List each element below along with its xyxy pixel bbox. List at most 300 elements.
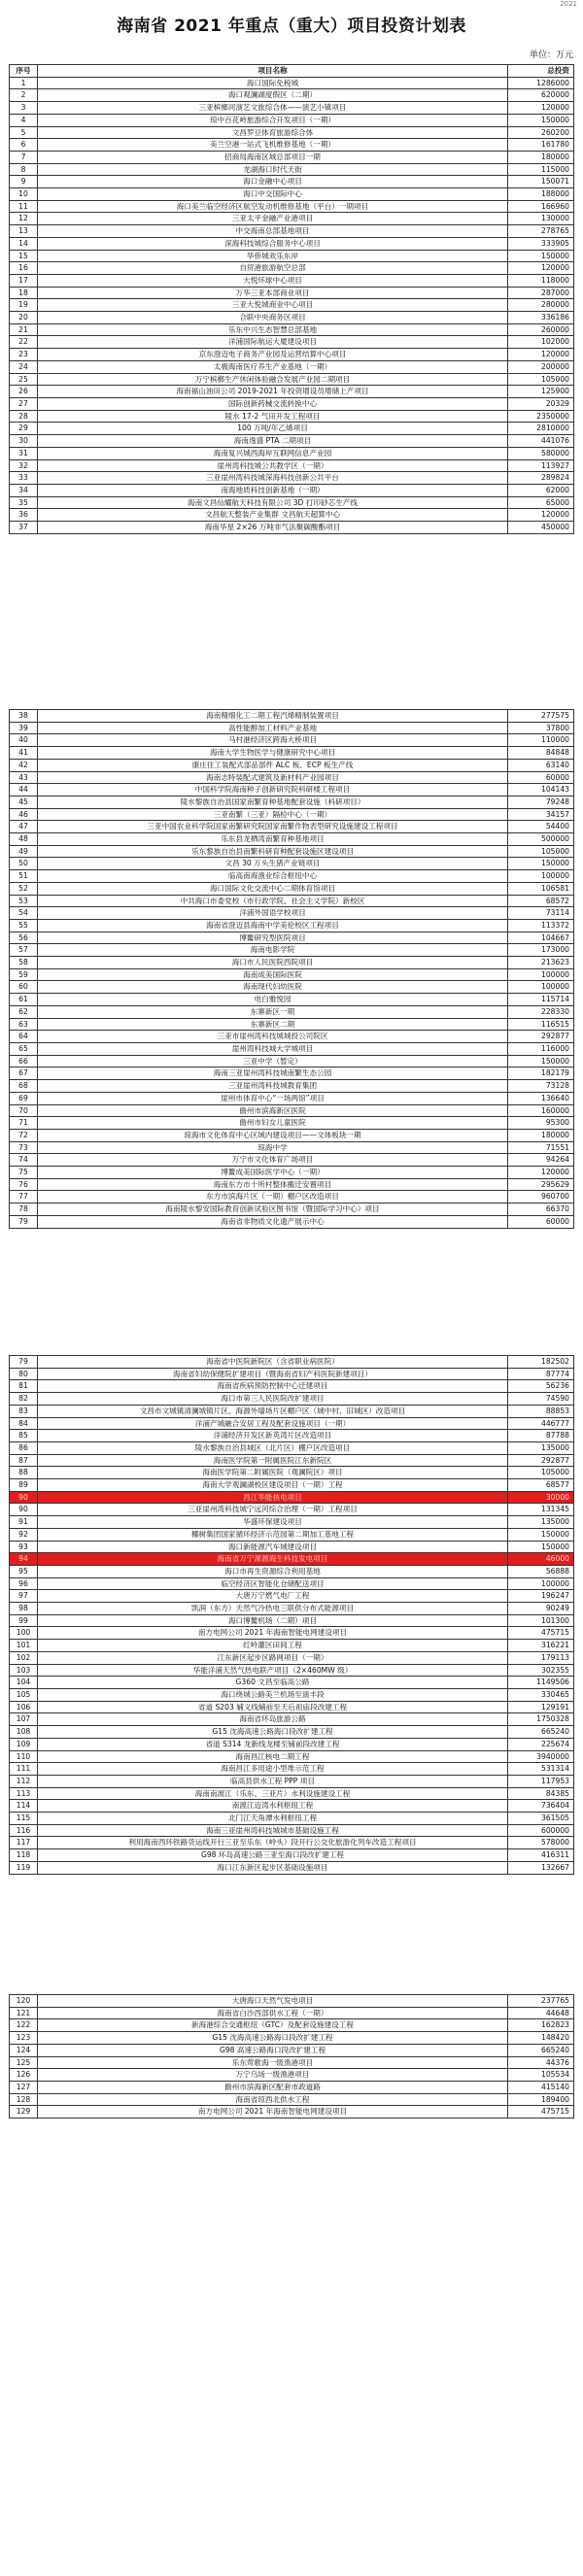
table-row [10,2056,574,2069]
investment-amount: 120000 [508,349,574,361]
project-name: 乐东莺歌海一级渔港项目 [38,2056,508,2069]
investment-amount: 116515 [508,1018,574,1031]
project-name: 招商局海南区域总部项目一期 [38,151,508,163]
table-row [10,386,574,398]
table-row [10,213,574,225]
row-index: 21 [10,323,38,336]
table-row [10,845,574,858]
row-index: 100 [10,1627,38,1640]
project-name: 昌江华能核电项目 [38,1491,508,1504]
row-index: 90 [10,1504,38,1516]
investment-amount: 63140 [508,759,574,771]
project-name: 华能洋浦天然气热电联产项目（2×460MW 级） [38,1664,508,1677]
table-row [10,1018,574,1031]
row-index: 33 [10,472,38,485]
investment-amount: 90249 [508,1603,574,1615]
table-row [10,1080,574,1093]
row-index: 79 [10,1356,38,1369]
row-index: 115 [10,1813,38,1825]
row-index: 74 [10,1154,38,1167]
row-index: 10 [10,188,38,201]
table-row [10,833,574,846]
row-index: 27 [10,397,38,410]
investment-amount: 450000 [508,522,574,534]
row-index: 8 [10,163,38,176]
project-table [9,709,574,1229]
unit-label: 单位：万元 [529,51,573,60]
investment-amount: 105000 [508,373,574,386]
table-row [10,1417,574,1430]
row-index: 59 [10,968,38,981]
row-index: 22 [10,336,38,349]
project-name: 华盛环保建设项目 [38,1516,508,1529]
table-row [10,312,574,324]
investment-amount: 120000 [508,262,574,275]
table-row [10,1055,574,1068]
table-row [10,1215,574,1228]
project-name: 大唐万宁燃气电厂工程 [38,1590,508,1603]
table-row [10,1005,574,1018]
project-name: 利用海南西环铁路货运线开行三亚至乐东（岭头）段开行公交化旅游化列车改造工程项目 [38,1837,508,1849]
row-index: 18 [10,287,38,299]
project-name: 文昌 30 万头生猪产业链项目 [38,858,508,870]
investment-amount: 531314 [508,1763,574,1776]
row-index: 54 [10,907,38,920]
table-row [10,459,574,472]
investment-amount: 180000 [508,1129,574,1141]
investment-amount: 79248 [508,796,574,808]
project-name: 海南大学观澜湖校区建设项目（一期）工程 [38,1479,508,1492]
investment-amount: 416311 [508,1849,574,1862]
project-name: 大唐海口天然气发电项目 [38,1995,508,2008]
project-name: 大悦环球中心项目 [38,274,508,287]
row-index: 20 [10,312,38,324]
table-row [10,1565,574,1577]
row-index: 30 [10,435,38,448]
row-index: 88 [10,1467,38,1479]
project-name: 万宁乌场一级渔港项目 [38,2069,508,2082]
table-row [10,2093,574,2106]
project-name: 临高南海渔业综合枢纽中心 [38,870,508,883]
investment-amount: 182179 [508,1068,574,1080]
investment-amount: 173000 [508,944,574,957]
project-name: 三亚崖州湾科技城宁远河综合治理（一期）工程项目 [38,1504,508,1516]
project-name: 海口观澜湖度假区（二期） [38,89,508,102]
investment-amount: 125900 [508,386,574,398]
highlighted-table-row [10,1491,574,1504]
investment-amount: 736404 [508,1800,574,1813]
project-name: 琼海市文化体育中心区域内建设项目——文体板块一期 [38,1129,508,1141]
row-index: 123 [10,2032,38,2045]
table-row [10,188,574,201]
project-name: 美兰空港一站式飞机维修基地（一期） [38,139,508,152]
project-name: 海南省琼西北供水工程 [38,2093,508,2106]
investment-amount: 292877 [508,1454,574,1467]
row-index: 112 [10,1775,38,1787]
row-index: 122 [10,2019,38,2032]
table-row [10,176,574,188]
table-row [10,373,574,386]
table-row [10,1405,574,1417]
table-row [10,882,574,895]
table-row [10,1603,574,1615]
investment-amount: 113372 [508,919,574,932]
table-row [10,1368,574,1380]
table-row [10,1775,574,1787]
row-index: 77 [10,1191,38,1203]
investment-amount: 74590 [508,1393,574,1406]
table-row [10,1092,574,1104]
table-block-2 [9,709,574,1229]
investment-amount: 475715 [508,1627,574,1640]
project-name: G15 沈海高速公路海口段改扩建工程 [38,2032,508,2045]
project-name: 博鳌成美国际医学中心（一期） [38,1167,508,1179]
row-index: 13 [10,225,38,238]
row-index: 94 [10,1553,38,1566]
investment-amount: 196247 [508,1590,574,1603]
project-table [9,1994,574,2118]
row-index: 97 [10,1590,38,1603]
row-index: 16 [10,262,38,275]
row-index: 125 [10,2056,38,2069]
table-row [10,759,574,771]
investment-amount: 105534 [508,2069,574,2082]
investment-amount: 87788 [508,1430,574,1442]
investment-amount: 60000 [508,771,574,784]
investment-amount: 115714 [508,994,574,1006]
investment-amount: 62000 [508,484,574,496]
row-index: 127 [10,2081,38,2093]
project-name: 陵水黎族自治县城区（北片区）棚户区改造项目 [38,1441,508,1454]
investment-amount: 131345 [508,1504,574,1516]
project-name: 省道 S314 龙新线龙楼至铺前段改建工程 [38,1738,508,1750]
project-name: 太极海南医疗养生产业基地（一期） [38,360,508,373]
row-index: 118 [10,1849,38,1862]
investment-amount: 87774 [508,1368,574,1380]
row-index: 34 [10,484,38,496]
table-row [10,1688,574,1701]
investment-amount: 106581 [508,882,574,895]
project-name: 京东澄迈电子商务产业园及运营结算中心项目 [38,349,508,361]
project-name: 三亚中国农业科学院国家南繁研究院国家南繁作物表型研究设施建设工程项目 [38,821,508,833]
table-row [10,2069,574,2082]
table-row [10,968,574,981]
project-name: 临高县供水工程 PPP 项目 [38,1775,508,1787]
table-row [10,1824,574,1837]
row-index: 45 [10,796,38,808]
project-name: 海南逸盛 PTA 二期项目 [38,435,508,448]
investment-amount: 960700 [508,1191,574,1203]
table-row [10,907,574,920]
table-row [10,1651,574,1664]
project-name: 三亚南繁（三亚）隔检中心（一期） [38,808,508,821]
row-index: 41 [10,747,38,760]
row-index: 49 [10,845,38,858]
investment-amount: 180000 [508,151,574,163]
investment-amount: 37800 [508,722,574,734]
row-index: 64 [10,1031,38,1043]
row-index: 83 [10,1405,38,1417]
investment-amount: 46000 [508,1553,574,1566]
row-index: 114 [10,1800,38,1813]
investment-amount: 20329 [508,397,574,410]
project-name: 海口市第三人民医院改扩建项目 [38,1393,508,1406]
table-row [10,2081,574,2093]
table-row [10,1849,574,1862]
row-index: 26 [10,386,38,398]
investment-amount: 88853 [508,1405,574,1417]
investment-amount: 30000 [508,1491,574,1504]
row-index: 55 [10,919,38,932]
row-index: 4 [10,114,38,126]
project-name: 海南东方市十所村整体搬迁安置项目 [38,1178,508,1191]
project-name: 三亚槟榔河演艺文旅综合体——演艺小镇项目 [38,102,508,115]
table-row [10,1031,574,1043]
investment-amount: 120000 [508,1167,574,1179]
row-index: 96 [10,1577,38,1590]
row-index: 91 [10,1516,38,1529]
project-name: 儋州市滨海新区配套市政道路 [38,2081,508,2093]
project-name: 海口国际免税城 [38,77,508,89]
table-row [10,1577,574,1590]
project-name: 海南陵水黎安国际教育创新试验区图书馆（暨国际学习中心）项目 [38,1203,508,1216]
project-name: 临空经济区智能化仓储配送项目 [38,1577,508,1590]
table-row [10,1191,574,1203]
project-name: 儋州市滨海新区医院 [38,1104,508,1117]
table-block-3 [9,1355,574,1875]
row-index: 79 [10,1215,38,1228]
investment-amount: 600000 [508,1824,574,1837]
row-index: 81 [10,1380,38,1393]
project-name: 崖州市体育中心“一场两馆”项目 [38,1092,508,1104]
table-row [10,1614,574,1627]
table-row [10,200,574,213]
table-row [10,1787,574,1800]
row-index: 71 [10,1117,38,1130]
row-index: 31 [10,447,38,459]
table-row [10,870,574,883]
project-name: 洋浦国际航运大厦建设项目 [38,336,508,349]
table-row [10,139,574,152]
project-name: 合联中央商务区项目 [38,312,508,324]
project-name: 洋浦外国语学校项目 [38,907,508,920]
row-index: 82 [10,1393,38,1406]
table-row [10,2007,574,2019]
investment-amount: 665240 [508,2044,574,2056]
project-name: 博鳌研究型医院项目 [38,932,508,944]
table-row [10,114,574,126]
investment-amount: 578000 [508,1837,574,1849]
project-name: 陵水黎族自治县国家南繁育种基地配套设施（科研项目） [38,796,508,808]
investment-amount: 56236 [508,1380,574,1393]
project-name: 万宁槟榔生产休闲体验融合发展产业园二期项目 [38,373,508,386]
row-index: 73 [10,1141,38,1154]
table-row [10,237,574,250]
investment-amount: 60000 [508,1215,574,1228]
corner-label: 2021 [560,0,577,8]
investment-amount: 189400 [508,2093,574,2106]
row-index: 1 [10,77,38,89]
highlighted-table-row [10,1553,574,1566]
row-index: 17 [10,274,38,287]
table-row [10,163,574,176]
project-name: 南渡江迈湾水利枢纽工程 [38,1800,508,1813]
table-row [10,1380,574,1393]
project-name: 红岭灌区田间工程 [38,1640,508,1652]
row-index: 23 [10,349,38,361]
investment-amount: 333905 [508,237,574,250]
table-row [10,336,574,349]
project-name: 中国科学院海南种子创新研究院科研楼工程项目 [38,784,508,797]
project-name: 华侨城欢乐东岸 [38,250,508,262]
row-index: 61 [10,994,38,1006]
project-name: 三亚中学（暂定） [38,1055,508,1068]
investment-amount: 2810000 [508,423,574,435]
project-name: 海南南渡江（乐东、三亚片）水利设施建设工程 [38,1787,508,1800]
project-name: 国际创新药械交流转换中心 [38,397,508,410]
investment-amount: 130000 [508,213,574,225]
table-row [10,287,574,299]
table-row [10,1726,574,1739]
investment-amount: 160000 [508,1104,574,1117]
table-row [10,981,574,994]
table-row [10,250,574,262]
investment-amount: 228330 [508,1005,574,1018]
project-name: 中交海南总部基地项目 [38,225,508,238]
investment-amount: 415140 [508,2081,574,2093]
project-name: 海南复兴城西海岸互联网信息产业园 [38,447,508,459]
table-row [10,262,574,275]
investment-amount: 132667 [508,1861,574,1874]
investment-amount: 100000 [508,981,574,994]
row-index: 95 [10,1565,38,1577]
project-name: 海南华星 2×26 万吨非气法聚碳酸酯项目 [38,522,508,534]
table-row [10,1356,574,1369]
investment-amount: 295629 [508,1178,574,1191]
row-index: 38 [10,710,38,723]
table-row [10,349,574,361]
table-row [10,1528,574,1541]
project-name: 海南省澄迈县海南中学美伦校区工程项目 [38,919,508,932]
row-index: 6 [10,139,38,152]
row-index: 107 [10,1713,38,1726]
table-row [10,1129,574,1141]
table-row [10,435,574,448]
table-row [10,89,574,102]
project-name: 万华三亚本部商业项目 [38,287,508,299]
table-row [10,496,574,509]
investment-amount: 150000 [508,1055,574,1068]
row-index: 9 [10,176,38,188]
header-name: 项目名称 [38,65,508,78]
project-name: 海南医学院第二附属医院（观澜院区）项目 [38,1467,508,1479]
row-index: 72 [10,1129,38,1141]
investment-amount: 113927 [508,459,574,472]
investment-amount: 44648 [508,2007,574,2019]
investment-amount: 292877 [508,1031,574,1043]
investment-amount: 56888 [508,1565,574,1577]
table-row [10,932,574,944]
row-index: 98 [10,1603,38,1615]
investment-amount: 665240 [508,1726,574,1739]
table-row [10,1541,574,1553]
project-name: 海南文昌仙耀航天科技有限公司 3D 打印砂芯生产线 [38,496,508,509]
table-row [10,771,574,784]
table-row [10,274,574,287]
row-index: 50 [10,858,38,870]
table-row [10,77,574,89]
investment-amount: 446777 [508,1417,574,1430]
investment-amount: 150000 [508,1541,574,1553]
row-index: 44 [10,784,38,797]
table-row [10,1627,574,1640]
row-index: 11 [10,200,38,213]
project-name: 海口江东新区起步区基础设施项目 [38,1861,508,1874]
project-name: 海南三亚崖州湾科技城城市基础设施工程 [38,1824,508,1837]
investment-amount: 135000 [508,1516,574,1529]
project-name: 南海地质科技创新基地（一期） [38,484,508,496]
row-index: 62 [10,1005,38,1018]
table-row [10,1738,574,1750]
investment-amount: 237765 [508,1995,574,2008]
table-row [10,2032,574,2045]
project-name: 海南医学院第一附属医院江东新院区 [38,1454,508,1467]
table-row [10,895,574,907]
investment-amount: 120000 [508,509,574,522]
table-row [10,1504,574,1516]
investment-amount: 68577 [508,1479,574,1492]
investment-amount: 68572 [508,895,574,907]
table-row [10,1664,574,1677]
project-name: 洋浦产城融合安居工程及配套设施项目（一期） [38,1417,508,1430]
investment-amount: 1149506 [508,1677,574,1689]
table-row [10,360,574,373]
table-row [10,994,574,1006]
investment-amount: 54400 [508,821,574,833]
project-table [9,1355,574,1875]
row-index: 15 [10,250,38,262]
table-row [10,1800,574,1813]
row-index: 120 [10,1995,38,2008]
row-index: 89 [10,1479,38,1492]
investment-amount: 104143 [508,784,574,797]
table-row [10,710,574,723]
table-row [10,1117,574,1130]
table-row [10,2106,574,2118]
table-row [10,784,574,797]
project-name: 海南省环岛旅游公路 [38,1713,508,1726]
row-index: 110 [10,1750,38,1763]
project-name: 陵水 17-2 气田开发工程项目 [38,410,508,423]
project-name: 文昌罗豆体育旅游综合体 [38,126,508,139]
table-row [10,1516,574,1529]
investment-amount: 200000 [508,360,574,373]
investment-amount: 287000 [508,287,574,299]
project-name: 凯润（东方）天然气冷热电三联供分布式能源项目 [38,1603,508,1615]
row-index: 119 [10,1861,38,1874]
investment-amount: 104667 [508,932,574,944]
table-header-row [10,65,574,78]
table-row [10,1178,574,1191]
row-index: 39 [10,722,38,734]
investment-amount: 161780 [508,139,574,152]
row-index: 63 [10,1018,38,1031]
table-row [10,1763,574,1776]
investment-amount: 34157 [508,808,574,821]
row-index: 121 [10,2007,38,2019]
investment-amount: 289824 [508,472,574,485]
row-index: 116 [10,1824,38,1837]
